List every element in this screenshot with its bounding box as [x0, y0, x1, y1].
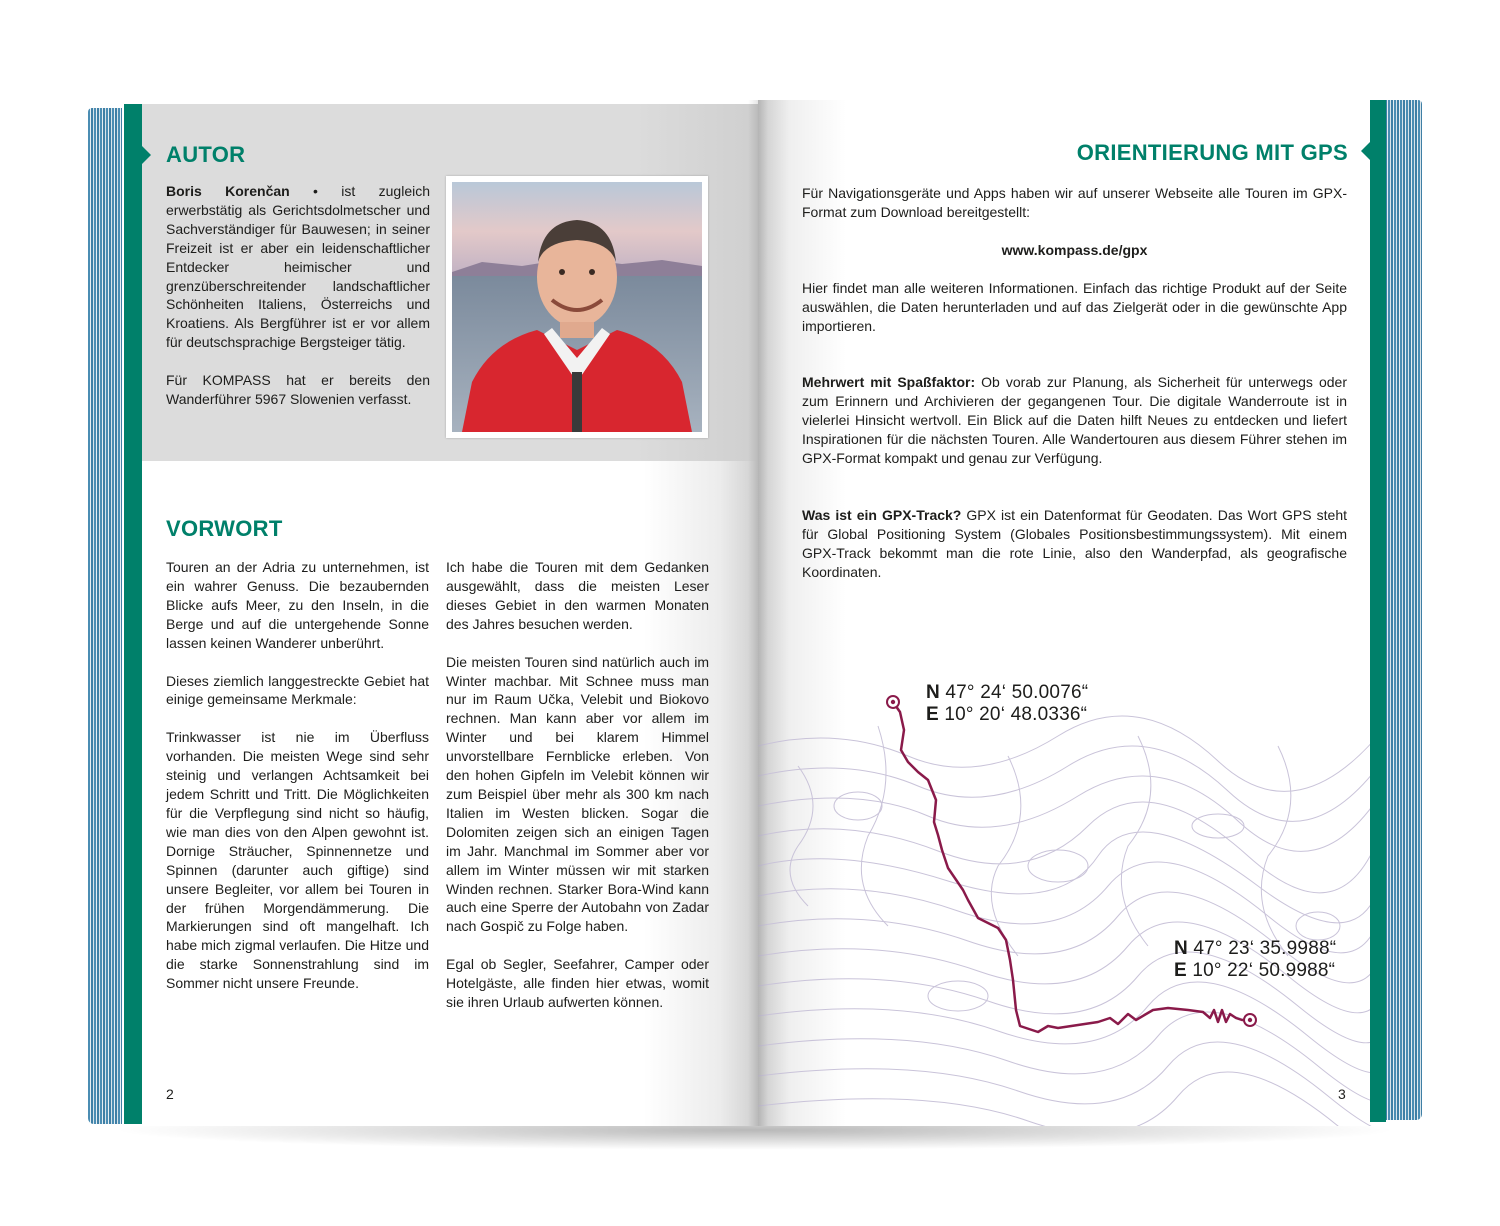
green-margin-bar-left	[124, 104, 142, 1124]
foreword-column-2	[446, 558, 709, 1031]
heading-marker-left-icon	[142, 146, 151, 164]
foreword-column-1	[166, 558, 429, 1012]
foreword-paragraph: Die meisten Touren sind natürlich auch im Winter machbar. Mit Schnee muss man nur im Raum Učka, Velebit und Biokovo rechnen. Man kann aber vor allem im Winter und bei klarem Himmel unvorstellbare Fernblicke erleben. Von den hohen Gipfeln im Velebit können wir zum Beispiel über mehr als 300 km nach Italien im Westen blicken. Sogar die Dolomiten zeigen sich an einigen Tagen im Jahr. Manchmal im Sommer aber vor allem im Winter müssen wir mit starken Winden rechnen. Starker Bora-Wind kann auch eine Sperre der Autobahn von Zadar nach Gospič zu Folge haben.	[446, 653, 709, 935]
author-bio	[166, 182, 430, 428]
gps-intro: Für Navigationsgeräte und Apps haben wir auf unserer Webseite alle Touren im GPX-Format zum Download bereitgestellt:	[802, 185, 1347, 220]
author-bio-2: Für KOMPASS hat er bereits den Wanderführer 5967 Slowenien verfasst.	[166, 372, 430, 408]
end-e-value: 10° 22‘ 50.9988“	[1186, 960, 1336, 981]
end-n-value: 47° 23‘ 35.9988“	[1187, 938, 1337, 959]
green-margin-bar-right	[1370, 100, 1386, 1122]
gps-body	[802, 184, 1347, 601]
gpx-text: GPX ist ein Datenformat für Geodaten. Das Wort GPS steht für Global Positioning System (Globales Positionsbestimmungssystem). Mit einem GPX-Track bekommt man die rote Linie, also den Wanderpfad, als geografische Koordinaten.	[802, 506, 1347, 580]
heading-marker-right-icon	[1361, 142, 1370, 160]
foreword-paragraph: Dieses ziemlich langgestreckte Gebiet hat einige gemeinsame Merkmale:	[166, 672, 429, 708]
added-value-label: Mehrwert mit Spaßfaktor:	[802, 374, 976, 391]
gpx-download-link[interactable]: www.kompass.de/gpx	[1001, 241, 1148, 258]
foreword-paragraph: Ich habe die Touren mit dem Gedanken ausgewählt, dass die meisten Leser dieses Gebiet in den warmen Monaten des Jahres besuchen werden.	[446, 559, 709, 632]
left-page	[122, 104, 758, 1126]
author-photo	[446, 176, 708, 438]
end-n-label: N	[1174, 938, 1188, 959]
added-value-text: Ob vorab zur Planung, als Sicherheit für unterwegs oder zum Erinnern und Archivieren der gegangenen Tour. Die digitale Wanderroute ist in vielerlei Hinsicht wertvoll. Ein Blick auf die Daten hilft Neues zu entdecken und liefert Inspirationen für die nächsten Touren. Alle Wandertouren aus diesem Führer stehen im GPX-Format kompakt und genau zur Verfügung.	[802, 374, 1347, 467]
author-bio-text: • ist zugleich erwerbstätig als Gerichtsdolmetscher und Sachverständiger für Bauwesen; in seiner Freizeit ist er aber ein leidenschaftlicher Entdecker heimischer und grenzüberschreitender landschaftlicher Schönheiten Italiens, Österreichs und Kroatiens. Als Bergführer ist er vor allem für deutschsprachige Bergsteiger tätig.	[166, 183, 430, 351]
foreword-paragraph: Egal ob Segler, Seefahrer, Camper oder Hotelgäste, alle finden hier etwas, womit sie ihren Urlaub aufwerten können.	[446, 956, 709, 1011]
start-e-value: 10° 20‘ 48.0336“	[938, 704, 1088, 725]
foreword-paragraph: Touren an der Adria zu unternehmen, ist ein wahrer Genuss. Die bezaubernden Blicke aufs Meer, zu den Inseln, in die Berge und auf die untergehende Sonne lassen keinen Wanderer unberührt.	[166, 559, 429, 651]
author-heading: AUTOR	[166, 142, 246, 167]
start-n-label: N	[926, 682, 940, 703]
foreword-heading: VORWORT	[166, 516, 283, 541]
start-n-value: 47° 24‘ 50.0076“	[939, 682, 1089, 703]
foreword-paragraph: Trinkwasser ist nie im Überfluss vorhanden. Die meisten Wege sind sehr steinig und verlangen Achtsamkeit bei jedem Schritt und Tritt. Die Möglichkeiten für die Verpflegung sind nicht so häufig, wie man dies von den Alpen gewohnt ist. Dornige Sträucher, Spinnennetze und Spinnen (darunter auch giftige) sind unsere Begleiter, vor allem bei Touren in der frühen Morgendämmerung. Die Markierungen sind oft mangelhaft. Ich habe mich zigmal verlaufen. Die Hitze und die starke Sonnenstrahlung sind im Sommer nicht unsere Freunde.	[166, 729, 429, 992]
author-portrait-icon	[452, 182, 702, 432]
page-number-left: 2	[166, 1086, 174, 1102]
gps-heading: ORIENTIERUNG MIT GPS	[1076, 140, 1348, 165]
end-e-label: E	[1174, 960, 1187, 981]
book-spine	[748, 100, 768, 1126]
start-coordinates	[926, 682, 1088, 726]
end-coordinates	[1174, 938, 1336, 982]
page-number-right: 3	[1338, 1086, 1346, 1102]
right-page	[758, 100, 1386, 1126]
gps-info: Hier findet man alle weiteren Informationen. Einfach das richtige Produkt auf der Seite auswählen, die Daten herunterladen und auf das Zielgerät oder in die gewünschte App importieren.	[802, 279, 1347, 334]
gpx-label: Was ist ein GPX-Track?	[802, 506, 962, 523]
author-name: Boris Korenčan	[166, 183, 290, 199]
start-e-label: E	[926, 704, 939, 725]
